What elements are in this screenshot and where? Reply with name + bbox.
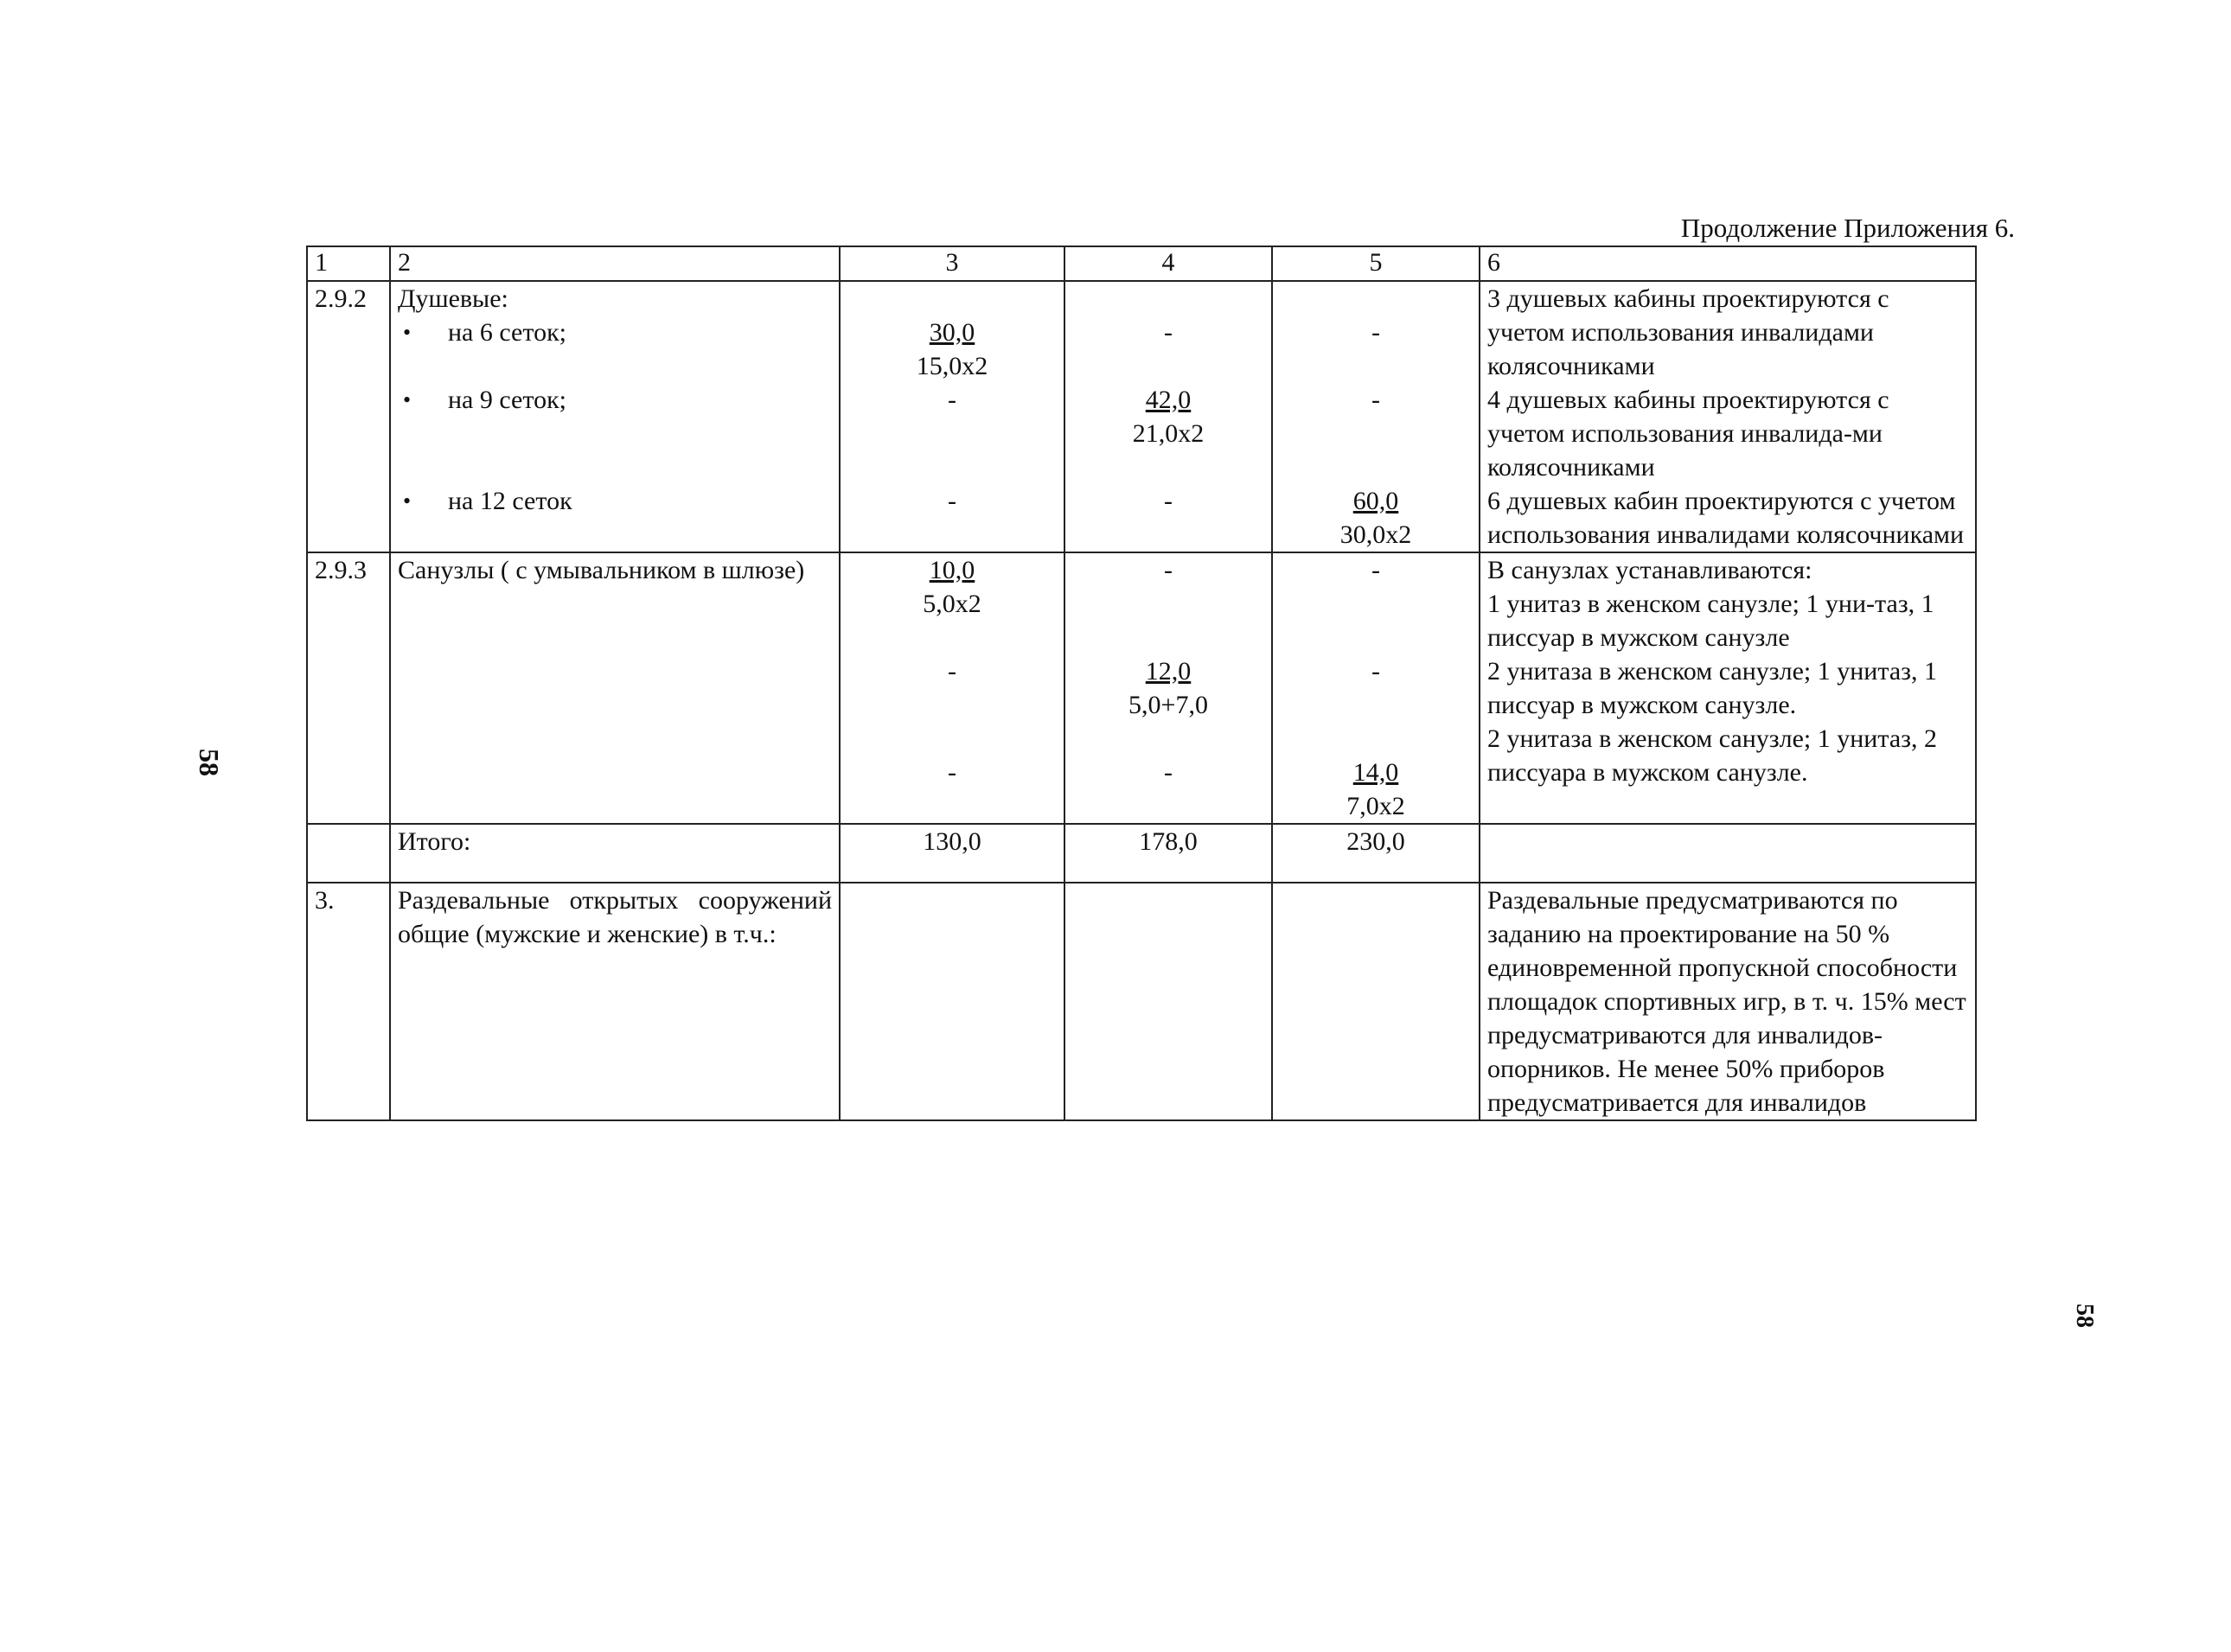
total-note-empty xyxy=(1480,824,1976,883)
area-formula: 21,0х2 xyxy=(1132,419,1205,448)
continuation-title: Продолжение Приложения 6. xyxy=(1680,213,2015,243)
row-number: 2.9.2 xyxy=(307,281,390,552)
bullet-icon: • xyxy=(403,320,412,345)
table-row-sanitary xyxy=(307,552,1976,824)
item-label: на 9 сеток; xyxy=(448,386,566,414)
area-formula: 5,0+7,0 xyxy=(1128,691,1208,719)
header-cell-4: 4 xyxy=(1064,246,1272,281)
area-formula: 15,0х2 xyxy=(916,352,988,380)
table-row-changing-rooms xyxy=(307,883,1976,1120)
area-value: 60,0 xyxy=(1352,487,1399,515)
dash: - xyxy=(1164,487,1173,515)
table-row-shower xyxy=(307,281,1976,552)
note-text: 3 душевых кабины проектируются с учетом использования инвалидами колясочниками xyxy=(1487,284,1889,380)
note-cell xyxy=(1480,281,1976,552)
value-cell-col3 xyxy=(840,281,1064,552)
dash: - xyxy=(1371,556,1380,584)
page-number-right: 58 xyxy=(2071,1304,2098,1328)
row-number: 3. xyxy=(307,883,390,1120)
list-item xyxy=(398,383,832,417)
item-label: на 6 сеток; xyxy=(448,318,566,347)
row-number-empty xyxy=(307,824,390,883)
row-description: Раздевальные открытых сооружений общие (мужские и женские) в т.ч.: xyxy=(390,883,840,1120)
row-title: Душевые: xyxy=(398,284,508,313)
value-cell-col5 xyxy=(1272,552,1480,824)
dash: - xyxy=(948,487,956,515)
value-cell-col3 xyxy=(840,552,1064,824)
dash: - xyxy=(1371,386,1380,414)
header-cell-5: 5 xyxy=(1272,246,1480,281)
note-text: 1 унитаз в женском санузле; 1 уни-таз, 1 писсуар в мужском санузле xyxy=(1487,590,1934,652)
total-label: Итого: xyxy=(390,824,840,883)
dash: - xyxy=(1164,758,1173,787)
row-description xyxy=(390,281,840,552)
note-text: 2 унитаза в женском санузле; 1 унитаз, 2 писсуара в мужском санузле. xyxy=(1487,724,1937,787)
dash: - xyxy=(948,758,956,787)
header-cell-3: 3 xyxy=(840,246,1064,281)
value-cell-col5 xyxy=(1272,883,1480,1120)
total-col3: 130,0 xyxy=(840,824,1064,883)
area-formula: 7,0х2 xyxy=(1346,792,1405,820)
note-cell: Раздевальные предусматриваются по заданию на проектирование на 50 % единовременной пропускной способности площадок спортивных игр, в т. ч. 15% мест предусматриваются для инвалидов-опорников. Не менее 50% приборов предусматривается для инвалидов xyxy=(1480,883,1976,1120)
header-cell-2: 2 xyxy=(390,246,840,281)
note-text: 2 унитаза в женском санузле; 1 унитаз, 1 писсуар в мужском санузле. xyxy=(1487,657,1937,719)
dash: - xyxy=(1164,318,1173,347)
area-value: 10,0 xyxy=(929,556,975,584)
value-cell-col3 xyxy=(840,883,1064,1120)
table-row-total xyxy=(307,824,1976,883)
dash: - xyxy=(1371,657,1380,686)
row-description: Санузлы ( с умывальником в шлюзе) xyxy=(390,552,840,824)
list-item xyxy=(398,484,832,518)
header-row xyxy=(307,246,1976,281)
list-item xyxy=(398,316,832,349)
total-col5: 230,0 xyxy=(1272,824,1480,883)
total-col4: 178,0 xyxy=(1064,824,1272,883)
value-cell-col4 xyxy=(1064,552,1272,824)
value-cell-col4 xyxy=(1064,883,1272,1120)
area-value: 12,0 xyxy=(1145,657,1192,686)
dash: - xyxy=(1164,556,1173,584)
page-number-left: 58 xyxy=(194,749,225,776)
dash: - xyxy=(1371,318,1380,347)
row-number: 2.9.3 xyxy=(307,552,390,824)
value-cell-col4 xyxy=(1064,281,1272,552)
note-text: 6 душевых кабин проектируются с учетом использования инвалидами колясочниками xyxy=(1487,487,1965,549)
value-cell-col5 xyxy=(1272,281,1480,552)
area-formula: 30,0х2 xyxy=(1339,520,1412,549)
area-value: 14,0 xyxy=(1352,758,1399,787)
header-cell-1: 1 xyxy=(307,246,390,281)
area-value: 30,0 xyxy=(929,318,975,347)
bullet-icon: • xyxy=(403,387,412,412)
note-cell xyxy=(1480,552,1976,824)
appendix-table xyxy=(306,246,1977,1121)
dash: - xyxy=(948,386,956,414)
item-label: на 12 сеток xyxy=(448,487,572,515)
area-value: 42,0 xyxy=(1145,386,1192,414)
area-formula: 5,0х2 xyxy=(923,590,981,618)
note-text: 4 душевых кабины проектируются с учетом использования инвалида-ми колясочниками xyxy=(1487,386,1889,482)
bullet-icon: • xyxy=(403,488,412,513)
note-heading: В санузлах устанавливаются: xyxy=(1487,556,1812,584)
dash: - xyxy=(948,657,956,686)
header-cell-6: 6 xyxy=(1480,246,1976,281)
